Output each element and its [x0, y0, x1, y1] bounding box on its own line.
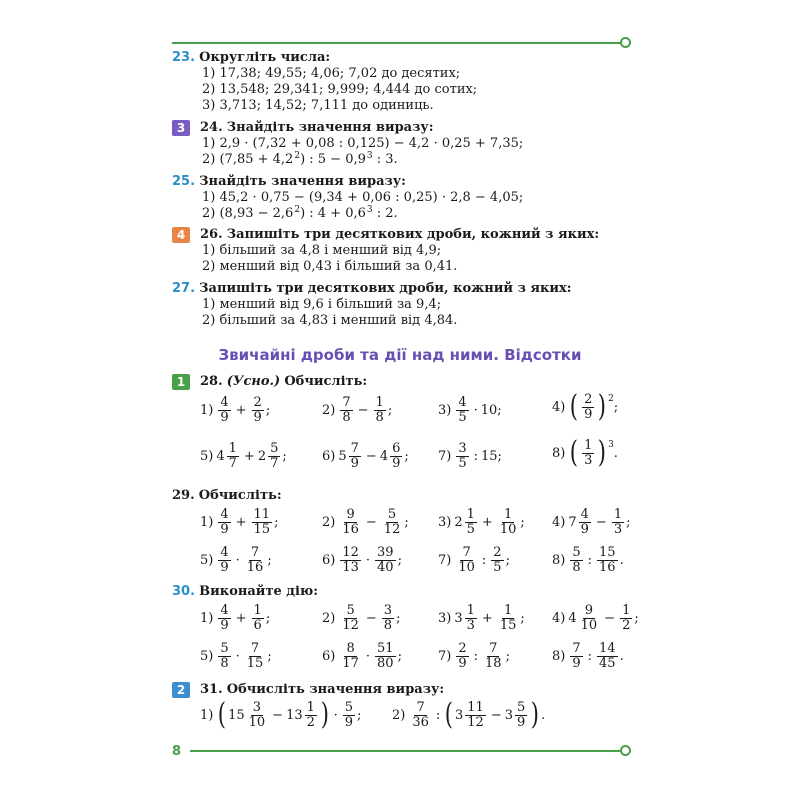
problem-23-line-2: 2) 13,548; 29,341; 9,999; 4,444 до сотих;: [202, 82, 478, 97]
expr-29-8: 8) $\frac{5}{8}$ : $\frac{15}{16}$ .: [552, 545, 624, 575]
item-label: 1): [200, 514, 214, 530]
item-label: 6): [322, 648, 336, 664]
item-label: 2): [322, 514, 336, 530]
expr-part: ) : 4 + 0,6: [300, 206, 366, 221]
problem-26-line-1: 1) більший за 4,8 і менший від 4,9;: [202, 243, 442, 258]
problem-title: Знайдіть значення виразу:: [226, 120, 434, 135]
expr-31-2: 2) $\frac{7}{36}$ : ( 3 $\frac{11}{12}$ − 3 $\frac{5}{9}$ ) .: [392, 697, 546, 732]
expr-30-4: 4) 4 $\frac{9}{10}$ − $\frac{1}{2}$ ;: [552, 603, 639, 633]
problem-number: 29.: [172, 488, 195, 503]
bottom-rule: [190, 750, 622, 752]
problem-number: 30.: [172, 584, 196, 599]
item-label: 3): [438, 402, 452, 418]
problem-25-line-1: 1) 45,2 · 0,75 − (9,34 + 0,06 : 0,25) · 2,8 − 4,05;: [202, 190, 524, 205]
item-label: 1): [200, 610, 214, 626]
expr-29-7: 7) $\frac{7}{10}$ : $\frac{2}{5}$ ;: [438, 545, 510, 575]
expr-29-4: 4) 7 $\frac{4}{9}$ − $\frac{1}{3}$ ;: [552, 507, 631, 537]
expr-30-6: 6) $\frac{8}{17}$ · $\frac{51}{80}$ ;: [322, 641, 402, 671]
item-label: 2): [322, 402, 336, 418]
item-label: 4): [552, 514, 566, 530]
expr-29-2: 2) $\frac{9}{16}$ − $\frac{5}{12}$ ;: [322, 507, 409, 537]
item-label: 3): [438, 610, 452, 626]
problem-title: Виконайте дію:: [199, 584, 319, 599]
level-badge-2: 2: [172, 682, 190, 698]
item-label: 7): [438, 648, 452, 664]
problem-number: 23.: [172, 50, 196, 65]
problem-23-line-3: 3) 3,713; 14,52; 7,111 до одиниць.: [202, 98, 434, 113]
expr-28-7: 7) $\frac{3}{5}$ : 15;: [438, 441, 502, 471]
problem-27: [172, 281, 572, 297]
expr-29-6: 6) $\frac{12}{13}$ · $\frac{39}{40}$ ;: [322, 545, 402, 575]
problem-title: Знайдіть значення виразу:: [199, 174, 406, 189]
exponent: 3: [366, 204, 373, 215]
level-badge-3: 3: [172, 120, 190, 136]
problem-28: [200, 374, 367, 390]
oral-note: (Усно.): [226, 374, 281, 389]
fraction: $\frac{6}{9}$: [392, 441, 401, 471]
problem-26: [200, 227, 599, 243]
expr-28-3: 3) $\frac{4}{5}$ · 10;: [438, 395, 502, 425]
expr-31-1: 1) ( 15 $\frac{3}{10}$ − 13 $\frac{1}{2}$ ) · $\frac{5}{9}$ ;: [200, 697, 362, 732]
bottom-rule-dot: [620, 745, 631, 756]
problem-26-line-2: 2) менший від 0,43 і більший за 0,41.: [202, 259, 458, 274]
item-label: 2): [392, 707, 406, 723]
item-label: 8): [552, 445, 566, 461]
problem-30: [172, 584, 318, 600]
expr-30-7: 7) $\frac{2}{9}$ : $\frac{7}{18}$ ;: [438, 641, 510, 671]
level-badge-1: 1: [172, 374, 190, 390]
item-label: 5): [200, 552, 214, 568]
expr-part: ) : 5 − 0,9: [300, 152, 366, 167]
fraction: $\frac{5}{7}$: [270, 441, 279, 471]
page-number: 8: [172, 744, 182, 759]
expr-28-8: 8) ( $\frac{1}{3}$ ) 3 .: [552, 435, 618, 470]
expr-30-2: 2) $\frac{5}{12}$ − $\frac{3}{8}$ ;: [322, 603, 401, 633]
problem-31: [200, 682, 444, 698]
exponent: 2: [294, 204, 301, 215]
problem-number: 27.: [172, 281, 196, 296]
item-label: 6): [322, 448, 336, 464]
exponent: 3: [366, 150, 373, 161]
problem-24-line-2: [202, 152, 398, 168]
expr-30-1: 1) $\frac{4}{9}$ + $\frac{1}{6}$ ;: [200, 603, 271, 633]
item-label: 7): [438, 552, 452, 568]
item-label: 5): [200, 648, 214, 664]
fraction: $\frac{2}{9}$: [253, 395, 262, 425]
item-label: 5): [200, 448, 214, 464]
problem-title: Обчисліть значення виразу:: [226, 682, 445, 697]
expr-part: 2) (8,93 − 2,6: [202, 206, 294, 221]
exponent: 2: [294, 150, 301, 161]
fraction: $\frac{7}{8}$: [342, 395, 351, 425]
item-label: 8): [552, 648, 566, 664]
problem-number: 28.: [200, 374, 223, 389]
problem-24: [200, 120, 434, 136]
expr-28-4: 4) ( $\frac{2}{9}$ ) 2 ;: [552, 389, 619, 424]
top-rule-dot: [620, 37, 631, 48]
fraction: $\frac{1}{3}$: [584, 437, 593, 468]
item-label: 1): [200, 707, 214, 723]
section-title: Звичайні дроби та дії над ними. Відсотки: [218, 346, 582, 364]
expr-part: : 2.: [372, 206, 398, 221]
fraction: $\frac{3}{5}$: [458, 441, 467, 471]
problem-25: [172, 174, 406, 190]
expr-30-8: 8) $\frac{7}{9}$ : $\frac{14}{45}$ .: [552, 641, 624, 671]
problem-27-line-2: 2) більший за 4,83 і менший від 4,84.: [202, 313, 458, 328]
problem-title: Обчисліть:: [284, 374, 368, 389]
expr-28-1: 1) $\frac{4}{9}$ + $\frac{2}{9}$ ;: [200, 395, 271, 425]
fraction: $\frac{4}{5}$: [458, 395, 467, 425]
item-label: 4): [552, 610, 566, 626]
problem-23: [172, 50, 330, 66]
fraction: $\frac{1}{7}$: [228, 441, 237, 471]
problem-title: Обчисліть:: [198, 488, 282, 503]
item-label: 2): [322, 610, 336, 626]
expr-30-5: 5) $\frac{5}{8}$ · $\frac{7}{15}$ ;: [200, 641, 272, 671]
expr-29-5: 5) $\frac{4}{9}$ · $\frac{7}{16}$ ;: [200, 545, 272, 575]
problem-23-line-1: 1) 17,38; 49,55; 4,06; 7,02 до десятих;: [202, 66, 461, 81]
level-badge-4: 4: [172, 227, 190, 243]
problem-27-line-1: 1) менший від 9,6 і більший за 9,4;: [202, 297, 442, 312]
expr-28-2: 2) $\frac{7}{8}$ − $\frac{1}{8}$ ;: [322, 395, 393, 425]
expr-30-3: 3) 3 $\frac{1}{3}$ + $\frac{1}{15}$ ;: [438, 603, 525, 633]
problem-title: Запишіть три десяткових дроби, кожний з яких:: [199, 281, 572, 296]
problem-25-line-2: [202, 206, 398, 222]
item-label: 4): [552, 399, 566, 415]
item-label: 1): [200, 402, 214, 418]
fraction: $\frac{4}{9}$: [220, 395, 229, 425]
item-label: 8): [552, 552, 566, 568]
item-label: 6): [322, 552, 336, 568]
expr-28-6: 6) 5 $\frac{7}{9}$ − 4 $\frac{6}{9}$ ;: [322, 441, 409, 471]
fraction: $\frac{7}{9}$: [350, 441, 359, 471]
problem-29: [172, 488, 282, 504]
problem-number: 31.: [200, 682, 223, 697]
problem-number: 26.: [200, 227, 223, 242]
expr-part: 2) (7,85 + 4,2: [202, 152, 294, 167]
problem-title: Запишіть три десяткових дроби, кожний з яких:: [226, 227, 600, 242]
expr-28-5: 5) 4 $\frac{1}{7}$ + 2 $\frac{5}{7}$ ;: [200, 441, 287, 471]
fraction: $\frac{2}{9}$: [584, 391, 593, 422]
item-label: 3): [438, 514, 452, 530]
problem-title: Округліть числа:: [199, 50, 331, 65]
problem-number: 25.: [172, 174, 196, 189]
expr-29-3: 3) 2 $\frac{1}{5}$ + $\frac{1}{10}$ ;: [438, 507, 525, 537]
top-rule: [172, 42, 622, 44]
fraction: $\frac{1}{8}$: [375, 395, 384, 425]
problem-24-line-1: 1) 2,9 · (7,32 + 0,08 : 0,125) − 4,2 · 0,25 + 7,35;: [202, 136, 524, 151]
expr-part: : 3.: [372, 152, 398, 167]
item-label: 7): [438, 448, 452, 464]
problem-number: 24.: [200, 120, 223, 135]
expr-29-1: 1) $\frac{4}{9}$ + $\frac{11}{15}$ ;: [200, 507, 279, 537]
